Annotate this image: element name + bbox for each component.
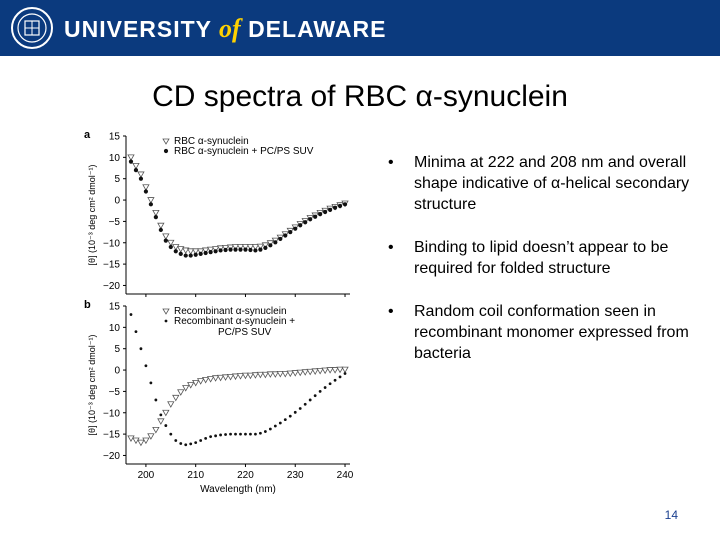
- x-axis-label: Wavelength (nm): [200, 484, 276, 495]
- data-point-circle: [139, 177, 143, 181]
- data-point-triangle: [237, 374, 243, 379]
- y-tick-label: −5: [108, 386, 120, 398]
- university-seal-icon: [10, 6, 54, 50]
- bullet-marker: •: [388, 154, 394, 171]
- data-point-triangle: [307, 369, 313, 374]
- data-point-triangle: [168, 402, 174, 407]
- data-point-circle: [308, 217, 312, 221]
- data-point-dot: [289, 415, 292, 418]
- x-tick-label: 200: [137, 470, 155, 481]
- bullet-item: [388, 152, 708, 215]
- data-point-dot: [319, 390, 322, 393]
- y-tick-label: 10: [108, 152, 120, 164]
- data-point-dot: [334, 379, 337, 382]
- data-point-triangle: [178, 390, 184, 395]
- y-tick-label: −20: [103, 280, 120, 292]
- data-point-circle: [233, 247, 237, 251]
- data-point-dot: [329, 382, 332, 385]
- data-point-circle: [179, 252, 183, 256]
- data-point-triangle: [158, 419, 164, 424]
- data-point-circle: [328, 208, 332, 212]
- data-point-dot: [199, 439, 202, 442]
- data-point-triangle: [163, 410, 169, 415]
- y-tick-label: −10: [103, 408, 120, 420]
- data-point-dot: [209, 435, 212, 438]
- y-tick-label: 0: [114, 195, 120, 207]
- legend-marker: [163, 139, 169, 144]
- data-point-triangle: [143, 185, 149, 190]
- data-point-circle: [164, 239, 168, 243]
- data-point-circle: [253, 248, 257, 252]
- bullet-marker: •: [388, 239, 394, 256]
- data-point-dot: [135, 330, 138, 333]
- data-point-dot: [140, 347, 143, 350]
- data-point-circle: [268, 243, 272, 247]
- data-point-circle: [288, 230, 292, 234]
- x-tick-label: 220: [237, 470, 254, 481]
- university-name-part2: DELAWARE: [248, 16, 387, 42]
- data-point-dot: [304, 403, 307, 406]
- data-point-dot: [169, 433, 172, 436]
- legend-label: RBC α-synuclein: [174, 136, 249, 147]
- slide-title: CD spectra of RBC α-synuclein: [152, 80, 568, 113]
- bullet-text: Random coil conformation seen in recombinant monomer expressed from bacteria: [414, 303, 689, 362]
- data-point-circle: [149, 202, 153, 206]
- data-point-circle: [134, 168, 138, 172]
- data-point-dot: [179, 442, 182, 445]
- data-point-triangle: [208, 377, 214, 382]
- panel-label: b: [84, 299, 91, 311]
- bullet-text: Minima at 222 and 208 nm and overall shape indicative of α-helical secondary structure: [414, 154, 690, 213]
- legend-marker: [164, 149, 168, 153]
- data-point-dot: [174, 439, 177, 442]
- data-point-triangle: [133, 163, 139, 168]
- data-point-dot: [164, 424, 167, 427]
- x-tick-label: 230: [286, 470, 304, 481]
- data-point-dot: [145, 364, 148, 367]
- data-point-circle: [194, 253, 198, 257]
- bullet-item: [388, 237, 708, 279]
- legend-label: Recombinant α-synuclein: [174, 306, 287, 317]
- data-point-dot: [184, 443, 187, 446]
- data-point-triangle: [153, 427, 159, 432]
- data-point-dot: [324, 386, 327, 389]
- data-point-dot: [299, 407, 302, 410]
- data-point-circle: [199, 252, 203, 256]
- data-point-dot: [204, 437, 207, 440]
- data-point-circle: [248, 248, 252, 252]
- data-point-circle: [154, 215, 158, 219]
- data-point-circle: [243, 247, 247, 251]
- data-point-dot: [339, 375, 342, 378]
- data-point-circle: [318, 212, 322, 216]
- data-point-circle: [303, 220, 307, 224]
- data-point-circle: [273, 240, 277, 244]
- data-point-circle: [263, 246, 267, 250]
- data-point-dot: [259, 432, 262, 435]
- data-point-dot: [194, 441, 197, 444]
- data-point-dot: [189, 443, 192, 446]
- bullet-list: [388, 152, 708, 386]
- data-point-dot: [314, 394, 317, 397]
- data-point-triangle: [218, 375, 224, 380]
- data-point-circle: [238, 247, 242, 251]
- data-point-triangle: [262, 372, 268, 377]
- data-point-triangle: [292, 371, 298, 376]
- y-tick-label: −20: [103, 450, 120, 462]
- data-point-circle: [278, 237, 282, 241]
- cd-spectra-figure: [78, 124, 360, 496]
- data-point-circle: [189, 253, 193, 257]
- y-tick-label: 15: [108, 301, 120, 313]
- y-axis-label: [θ] (10⁻³ deg cm² dmol⁻¹): [87, 334, 97, 436]
- data-point-dot: [269, 428, 272, 431]
- data-point-circle: [204, 251, 208, 255]
- data-point-dot: [224, 433, 227, 436]
- data-point-dot: [154, 399, 157, 402]
- data-point-dot: [229, 433, 232, 436]
- bullet-item: [388, 301, 708, 364]
- data-point-triangle: [272, 372, 278, 377]
- data-point-triangle: [223, 375, 229, 380]
- data-point-dot: [214, 434, 217, 437]
- x-tick-label: 210: [187, 470, 205, 481]
- y-axis-label: [θ] (10⁻³ deg cm² dmol⁻¹): [87, 164, 97, 266]
- data-point-triangle: [252, 373, 258, 378]
- panel-label: a: [84, 129, 91, 141]
- data-point-circle: [293, 227, 297, 231]
- data-point-circle: [184, 253, 188, 257]
- data-point-dot: [149, 381, 152, 384]
- bullet-text: Binding to lipid doesn’t appear to be required for folded structure: [414, 239, 669, 277]
- data-point-dot: [159, 413, 162, 416]
- data-point-circle: [338, 204, 342, 208]
- data-point-triangle: [173, 395, 179, 400]
- university-name-part1: UNIVERSITY: [64, 16, 212, 42]
- bullet-marker: •: [388, 303, 394, 320]
- data-point-dot: [249, 433, 252, 436]
- data-point-triangle: [282, 371, 288, 376]
- y-tick-label: 5: [114, 174, 120, 186]
- data-point-circle: [228, 247, 232, 251]
- data-point-triangle: [233, 374, 239, 379]
- y-tick-label: 10: [108, 322, 120, 334]
- data-point-dot: [309, 399, 312, 402]
- y-tick-label: 15: [108, 131, 120, 143]
- data-point-triangle: [342, 367, 348, 372]
- data-point-dot: [344, 372, 347, 375]
- data-point-circle: [174, 249, 178, 253]
- data-point-dot: [219, 434, 222, 437]
- data-point-triangle: [312, 369, 318, 374]
- data-point-circle: [129, 160, 133, 164]
- data-point-dot: [284, 418, 287, 421]
- data-point-circle: [298, 223, 302, 227]
- y-tick-label: −15: [103, 259, 120, 271]
- data-point-circle: [159, 228, 163, 232]
- data-point-dot: [264, 430, 267, 433]
- data-point-circle: [313, 215, 317, 219]
- data-point-circle: [209, 250, 213, 254]
- data-point-triangle: [138, 440, 144, 445]
- legend-marker: [165, 320, 168, 323]
- page-number: 14: [664, 508, 678, 522]
- data-point-triangle: [317, 368, 323, 373]
- data-point-triangle: [332, 368, 338, 373]
- data-point-triangle: [163, 234, 169, 239]
- data-point-triangle: [153, 210, 159, 215]
- data-point-triangle: [228, 374, 234, 379]
- data-point-triangle: [247, 373, 253, 378]
- data-point-triangle: [138, 172, 144, 177]
- data-point-triangle: [148, 198, 154, 203]
- data-point-circle: [144, 189, 148, 193]
- data-point-triangle: [203, 377, 209, 382]
- data-point-triangle: [287, 371, 293, 376]
- data-point-triangle: [128, 155, 134, 160]
- y-tick-label: −5: [108, 216, 120, 228]
- data-point-triangle: [158, 223, 164, 228]
- data-point-dot: [239, 433, 242, 436]
- data-point-circle: [323, 210, 327, 214]
- legend-label: RBC α-synuclein + PC/PS SUV: [174, 146, 314, 157]
- data-point-circle: [283, 233, 287, 237]
- data-point-dot: [274, 425, 277, 428]
- data-point-dot: [244, 433, 247, 436]
- data-point-dot: [130, 313, 133, 316]
- data-point-circle: [223, 248, 227, 252]
- data-point-dot: [294, 411, 297, 414]
- y-tick-label: 0: [114, 365, 120, 377]
- data-point-circle: [169, 245, 173, 249]
- data-point-triangle: [213, 376, 219, 381]
- data-point-triangle: [302, 370, 308, 375]
- header-bar: [0, 0, 720, 56]
- data-point-dot: [234, 433, 237, 436]
- legend-label: PC/PS SUV: [218, 327, 272, 338]
- data-point-dot: [279, 422, 282, 425]
- data-point-triangle: [178, 247, 184, 252]
- data-point-circle: [333, 206, 337, 210]
- data-point-triangle: [297, 370, 303, 375]
- data-point-circle: [214, 249, 218, 253]
- data-point-circle: [258, 247, 262, 251]
- legend-label: Recombinant α-synuclein +: [174, 316, 296, 327]
- legend-marker: [163, 309, 169, 314]
- data-point-circle: [218, 248, 222, 252]
- data-point-dot: [254, 433, 257, 436]
- y-tick-label: −15: [103, 429, 120, 441]
- data-point-circle: [343, 202, 347, 206]
- x-tick-label: 240: [336, 470, 354, 481]
- university-name-of: of: [219, 14, 241, 43]
- y-tick-label: 5: [114, 344, 120, 356]
- y-tick-label: −10: [103, 238, 120, 250]
- university-name: [64, 14, 386, 44]
- data-point-triangle: [322, 368, 328, 373]
